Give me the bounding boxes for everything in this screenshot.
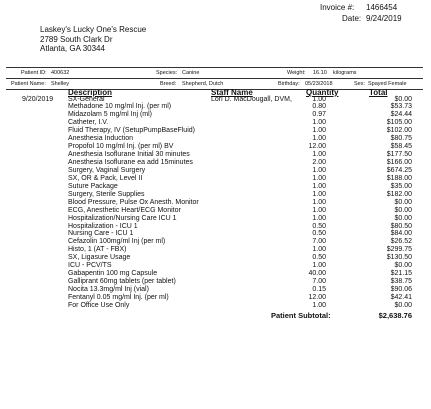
line-item-row [0, 167, 431, 175]
item-total: $21.15 [390, 270, 412, 278]
invoice-number-label: Invoice #: [320, 3, 355, 12]
item-quantity: 0.97 [312, 111, 326, 119]
birthday-label: Birthday: [278, 81, 300, 87]
item-total: $299.75 [386, 246, 412, 254]
line-item-row [0, 119, 431, 127]
weight-label: Weight: [287, 70, 306, 76]
item-quantity: 1.00 [312, 95, 326, 103]
invoice-date: 9/24/2019 [366, 14, 402, 23]
weight-unit: kilograms [333, 70, 357, 76]
item-description: Fluid Therapy, IV (SetupPumpBaseFluid) [68, 127, 195, 135]
breed-label: Breed: [160, 81, 177, 87]
item-total: $0.00 [394, 95, 412, 103]
item-description: Nocita 13.3mg/ml Inj (vial) [68, 286, 149, 293]
line-item-row [0, 238, 431, 246]
item-total: $80.50 [390, 222, 412, 230]
item-description: Surgery, Vaginal Surgery [68, 166, 146, 174]
item-quantity: 1.00 [312, 135, 326, 143]
item-quantity: 0.50 [312, 222, 326, 230]
item-total: $182.00 [386, 190, 412, 198]
item-quantity: 1.00 [312, 301, 326, 309]
line-items [0, 96, 431, 310]
item-total: $0.00 [394, 206, 412, 214]
line-item-row [0, 151, 431, 159]
clinic-street: 2789 South Clark Dr [40, 34, 113, 44]
line-item-row [0, 215, 431, 223]
item-quantity: 7.00 [312, 278, 326, 286]
item-total: $24.44 [390, 111, 412, 119]
item-total: $105.00 [386, 119, 412, 127]
line-item-row [0, 230, 431, 238]
sex-label: Sex: [354, 81, 366, 87]
item-quantity: 1.00 [312, 198, 326, 206]
item-description: SX-General [68, 95, 105, 103]
birthday: 05/23/2018 [305, 81, 333, 87]
item-description: Catheter, I.V. [68, 119, 109, 127]
item-description: SX, OR & Pack, Level II [68, 174, 143, 182]
item-description: Anesthesia Isoflurane ea add 15minutes [68, 159, 193, 166]
item-total: $84.00 [390, 230, 412, 238]
line-item-row [0, 270, 431, 278]
item-description: Blood Pressure, Pulse Ox Anesth. Monitor [68, 198, 199, 206]
line-item-row [0, 199, 431, 207]
item-quantity: 12.00 [308, 143, 326, 151]
item-quantity: 0.80 [312, 103, 326, 111]
item-date: 9/20/2019 [22, 95, 54, 103]
item-quantity: 1.00 [312, 262, 326, 270]
line-item-row [0, 286, 431, 294]
item-quantity: 1.00 [312, 166, 326, 174]
line-item-row [0, 246, 431, 254]
item-quantity: 1.00 [312, 206, 326, 214]
item-quantity: 7.00 [312, 238, 326, 246]
item-description: ECG, Anesthetic Heart/ECG Monitor [68, 206, 181, 214]
item-quantity: 1.00 [312, 119, 326, 127]
item-total: $674.25 [386, 166, 412, 174]
patient-box-top-rule [6, 67, 423, 68]
column-quantity: Quantity [306, 88, 339, 97]
item-staff: Lori D. MacDougall, DVM, [211, 95, 292, 103]
item-total: $35.00 [390, 182, 412, 190]
item-description: Methadone 10 mg/ml Inj. (per ml) [68, 103, 172, 111]
item-total: $0.00 [394, 198, 412, 206]
line-item-row [0, 135, 431, 143]
item-quantity: 0.50 [312, 230, 326, 238]
clinic-name: Laskey's Lucky One's Rescue [40, 25, 147, 34]
item-quantity: 1.00 [312, 190, 326, 198]
item-total: $130.50 [386, 254, 412, 262]
item-description: Cefazolin 100mg/ml Inj (per ml) [68, 238, 166, 246]
item-description: Galliprant 60mg tablets (per tablet) [68, 278, 176, 286]
breed: Shepherd, Dutch [182, 81, 224, 87]
line-item-row [0, 262, 431, 270]
item-quantity: 2.00 [312, 159, 326, 166]
item-total: $42.41 [390, 293, 412, 301]
item-quantity: 1.00 [312, 151, 326, 159]
line-item-row [0, 96, 431, 104]
line-item-row [0, 294, 431, 302]
patient-subtotal-label: Patient Subtotal: [271, 311, 331, 320]
sex: Spayed Female [368, 81, 407, 87]
item-quantity: 1.00 [312, 246, 326, 254]
item-description: Propofol 10 mg/ml Inj. (per ml) BV [68, 143, 174, 151]
item-description: Anesthesia Induction [68, 135, 133, 143]
item-quantity: 0.50 [312, 254, 326, 262]
line-item-row [0, 278, 431, 286]
item-total: $90.06 [390, 286, 412, 293]
item-description: Fentanyl 0.05 mg/ml Inj. (per ml) [68, 293, 169, 301]
item-total: $0.00 [394, 214, 412, 222]
item-description: Gabapentin 100 mg Capsule [68, 270, 158, 278]
item-description: Hospitalization/Nursing Care ICU 1 [68, 214, 177, 222]
item-quantity: 0.15 [312, 286, 326, 293]
item-description: For Office Use Only [68, 301, 130, 309]
column-staff: Staff Name [211, 88, 253, 97]
item-description: ICU - PCV/TS [68, 262, 112, 270]
line-item-row [0, 143, 431, 151]
line-item-row [0, 127, 431, 135]
item-description: Surgery, Sterile Supplies [68, 190, 145, 198]
invoice-date-label: Date: [342, 14, 362, 23]
item-total: $188.00 [386, 174, 412, 182]
item-quantity: 40.00 [308, 270, 326, 278]
line-item-row [0, 254, 431, 262]
item-description: Nursing Care - ICU 1 [68, 230, 134, 238]
item-quantity: 1.00 [312, 127, 326, 135]
item-description: Midazolam 5 mg/ml Inj (ml) [68, 111, 153, 119]
item-total: $102.00 [386, 127, 412, 135]
invoice-number: 1466454 [366, 3, 398, 12]
line-item-row [0, 103, 431, 111]
patient-name: Shelley [51, 81, 70, 87]
line-item-row [0, 223, 431, 231]
patient-box-mid-rule [6, 78, 423, 79]
item-total: $0.00 [394, 262, 412, 270]
item-description: Suture Package [68, 182, 118, 190]
species-label: Species: [156, 70, 178, 76]
patient-name-label: Patient Name: [11, 81, 46, 87]
item-quantity: 12.00 [308, 293, 326, 301]
column-description: Description [68, 88, 113, 97]
item-total: $80.75 [390, 135, 412, 143]
patient-id-label: Patient ID: [21, 70, 47, 76]
line-item-row [0, 159, 431, 167]
item-description: Histo, 1 (AT - FBX) [68, 246, 127, 254]
item-quantity: 1.00 [312, 214, 326, 222]
item-description: SX, Ligasure Usage [68, 254, 131, 262]
patient-subtotal-value: $2,638.76 [378, 311, 412, 320]
line-item-row [0, 175, 431, 183]
line-item-row [0, 302, 431, 310]
line-item-row [0, 191, 431, 199]
item-total: $58.45 [390, 143, 412, 151]
clinic-city: Atlanta, GA 30344 [40, 44, 105, 53]
item-total: $177.50 [386, 151, 412, 159]
weight: 16.10 [313, 70, 327, 76]
item-total: $38.75 [390, 278, 412, 286]
item-quantity: 1.00 [312, 174, 326, 182]
item-quantity: 1.00 [312, 182, 326, 190]
item-total: $53.73 [390, 103, 412, 111]
line-item-row [0, 207, 431, 215]
item-total: $0.00 [394, 301, 412, 309]
column-total: Total [369, 88, 388, 97]
line-item-row [0, 111, 431, 119]
item-description: Anesthesia Isoflurane Initial 30 minutes [68, 151, 190, 159]
item-total: $166.00 [386, 159, 412, 166]
item-total: $26.52 [390, 238, 412, 246]
patient-id: 400632 [51, 70, 70, 76]
line-item-row [0, 183, 431, 191]
species: Canine [182, 70, 200, 76]
item-description: Hospitalization - ICU 1 [68, 222, 138, 230]
